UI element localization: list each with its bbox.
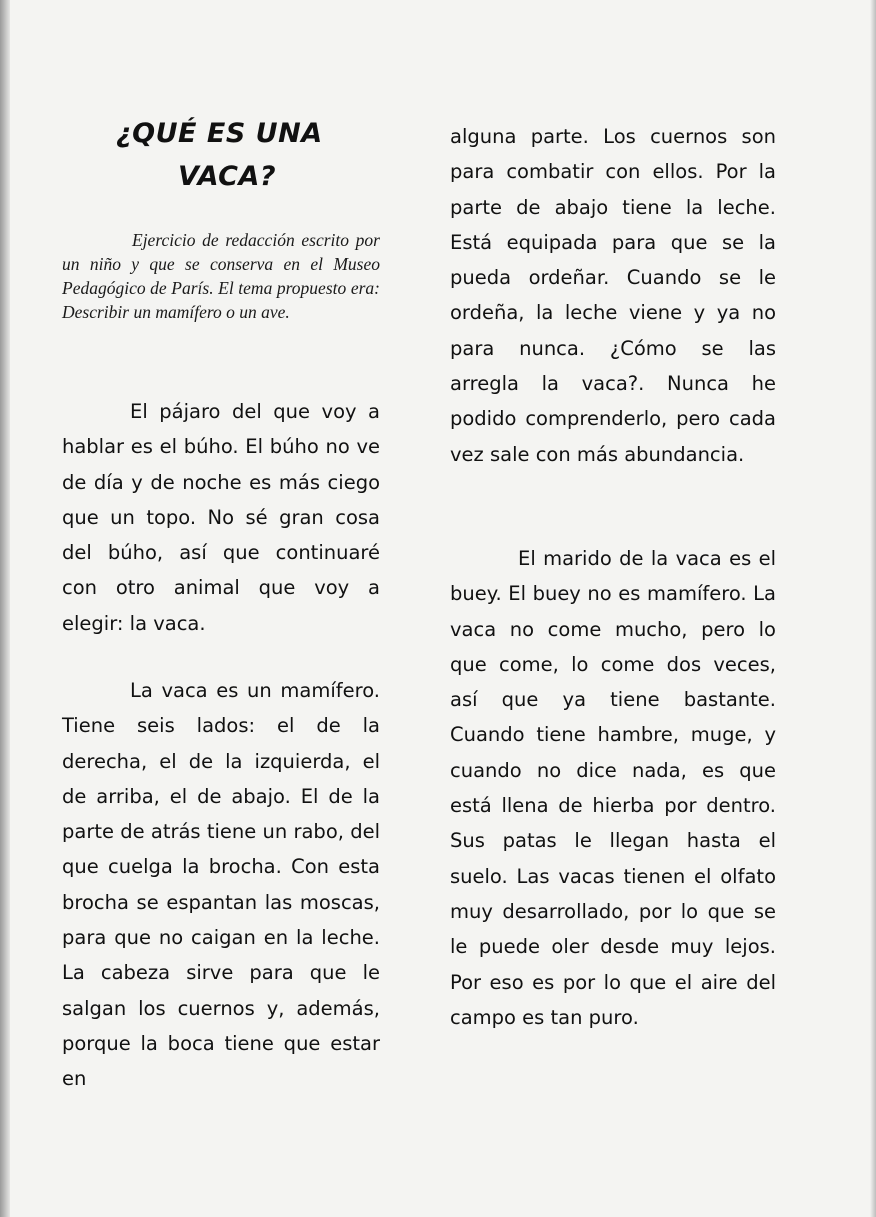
title-line-1: ¿QUÉ ES UNA	[116, 118, 323, 149]
intro-note: Ejercicio de redacción escrito por un niño y que se conserva en el Museo Pedagógico de París. El tema propuesto era: Describir un mamífero o un ave.	[62, 230, 380, 322]
page-right-edge	[870, 0, 876, 1217]
paragraph-ox: El marido de la vaca es el buey. El buey no es mamífero. La vaca no come mucho, pero lo que come, lo come dos veces, así que ya tiene bastante. Cuando tiene hambre, muge, y cuando no dice nada, es que está llena de hierba por dentro. Sus patas le llegan hasta el suelo. Las vacas tienen el olfato muy desarrollado, por lo que se le puede oler desde muy lejos. Por eso es por lo que el aire del campo es tan puro.	[450, 547, 776, 1029]
paragraph-cow-continued: alguna parte. Los cuernos son para combatir con ellos. Por la parte de abajo tiene la leche. Está equipada para que se la pueda ordeñar. Cuando se le ordeña, la leche viene y ya no para nunca. ¿Cómo se las arregla la vaca?. Nunca he podido comprenderlo, pero cada vez sale con más abundancia.	[450, 125, 776, 466]
paragraph-owl: El pájaro del que voy a hablar es el búho. El búho no ve de día y de noche es más ciego que un topo. No sé gran cosa del búho, así que continuaré con otro animal que voy a elegir: la vaca.	[62, 400, 380, 635]
page-binding-edge	[0, 0, 10, 1217]
paragraph-cow: La vaca es un mamífero. Tiene seis lados: el de la derecha, el de la izquierda, el de arriba, el de abajo. El de la parte de atrás tiene un rabo, del que cuelga la brocha. Con esta brocha se espantan las moscas, para que no caigan en la leche. La cabeza sirve para que le salgan los cuernos y, además, porque la boca tiene que estar en	[62, 679, 380, 1091]
title-line-2: VACA?	[178, 161, 277, 192]
